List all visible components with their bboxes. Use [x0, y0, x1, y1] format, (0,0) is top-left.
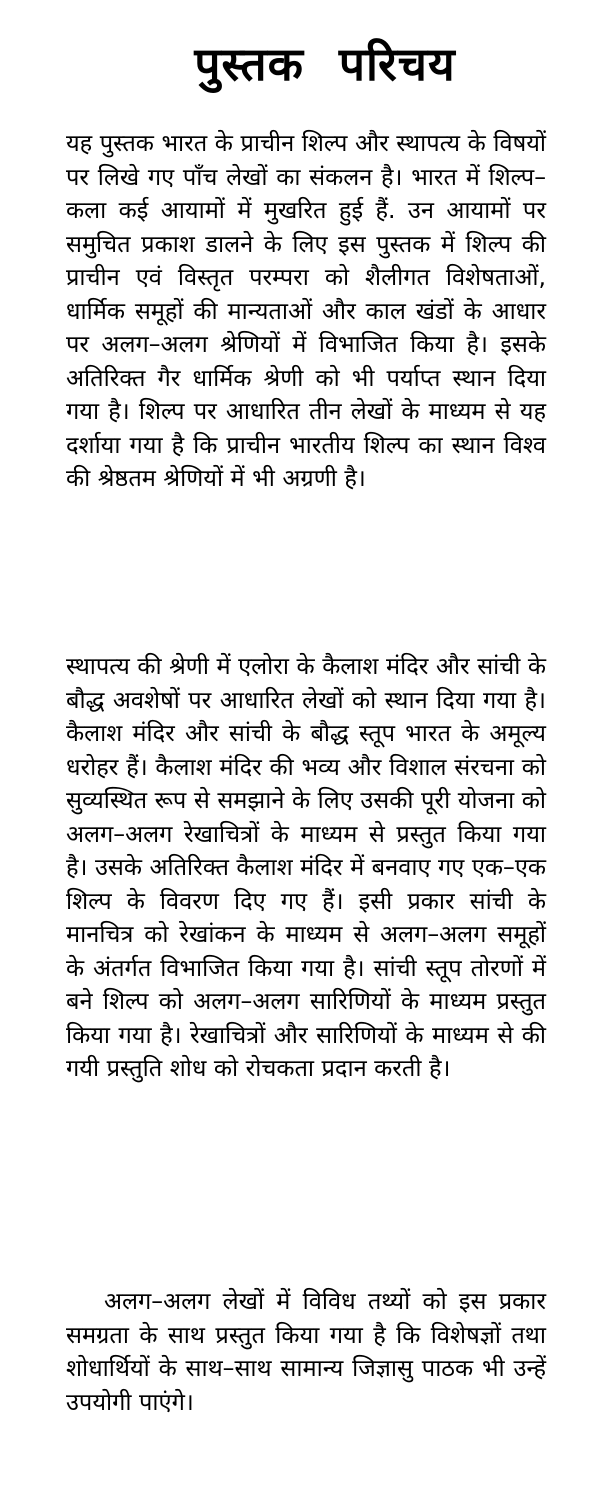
page-title: पुस्तक परिचय [194, 37, 456, 91]
paragraph-2: स्थापत्य की श्रेणी में एलोरा के कैलाश मंदिर और सांची के बौद्ध अवशेषों पर आधारित लेखों को स्थान दिया गया है। कैलाश मंदिर और सांची के बौद्ध स्तूप भारत के अमूल्य धरोहर हैं। कैलाश मंदिर की भव्य और विशाल संरचना को सुव्यस्थित रूप से समझाने के लिए उसकी पूरी योजना को अलग–अलग रेखाचित्रों के माध्यम से प्रस्तुत किया गया है। उसके अतिरिक्त कैलाश मंदिर में बनवाए गए एक–एक शिल्प के विवरण दिए गए हैं। इसी प्रकार सांची के मानचित्र को रेखांकन के माध्यम से अलग–अलग समूहों के अंतर्गत विभाजित किया गया है। सांची स्तूप तोरणों में बने शिल्प को अलग–अलग सारिणियों के माध्यम प्रस्तुत किया गया है। रेखाचित्रों और सारिणियों के माध्यम से की गयी प्रस्तुति शोध को रोचकता प्रदान करती है। [66, 652, 546, 1082]
paragraph-3: अलग–अलग लेखों में विविध तथ्यों को इस प्रकार समग्रता के साथ प्रस्तुत किया गया है कि विशेषज्ञों तथा शोधार्थियों के साथ–साथ सामान्य जिज्ञासु पाठक भी उन्हें उपयोगी पाएंगे। [66, 1287, 546, 1416]
paragraph-1: यह पुस्तक भारत के प्राचीन शिल्प और स्थापत्य के विषयों पर लिखे गए पाँच लेखों का संकलन है। भारत में शिल्प–कला कई आयामों में मुखरित हुई हैं. उन आयामों पर समुचित प्रकाश डालने के लिए इस पुस्तक में शिल्प की प्राचीन एवं विस्तृत परम्परा को शैलीगत विशेषताओं, धार्मिक समूहों की मान्यताओं और काल खंडों के आधार पर अलग–अलग श्रेणियों में विभाजित किया है। इसके अतिरिक्त गैर धार्मिक श्रेणी को भी पर्याप्त स्थान दिया गया है। शिल्प पर आधारित तीन लेखों के माध्यम से यह दर्शाया गया है कि प्राचीन भारतीय शिल्प का स्थान विश्व की श्रेष्ठतम श्रेणियों में भी अग्रणी है। [66, 129, 546, 492]
